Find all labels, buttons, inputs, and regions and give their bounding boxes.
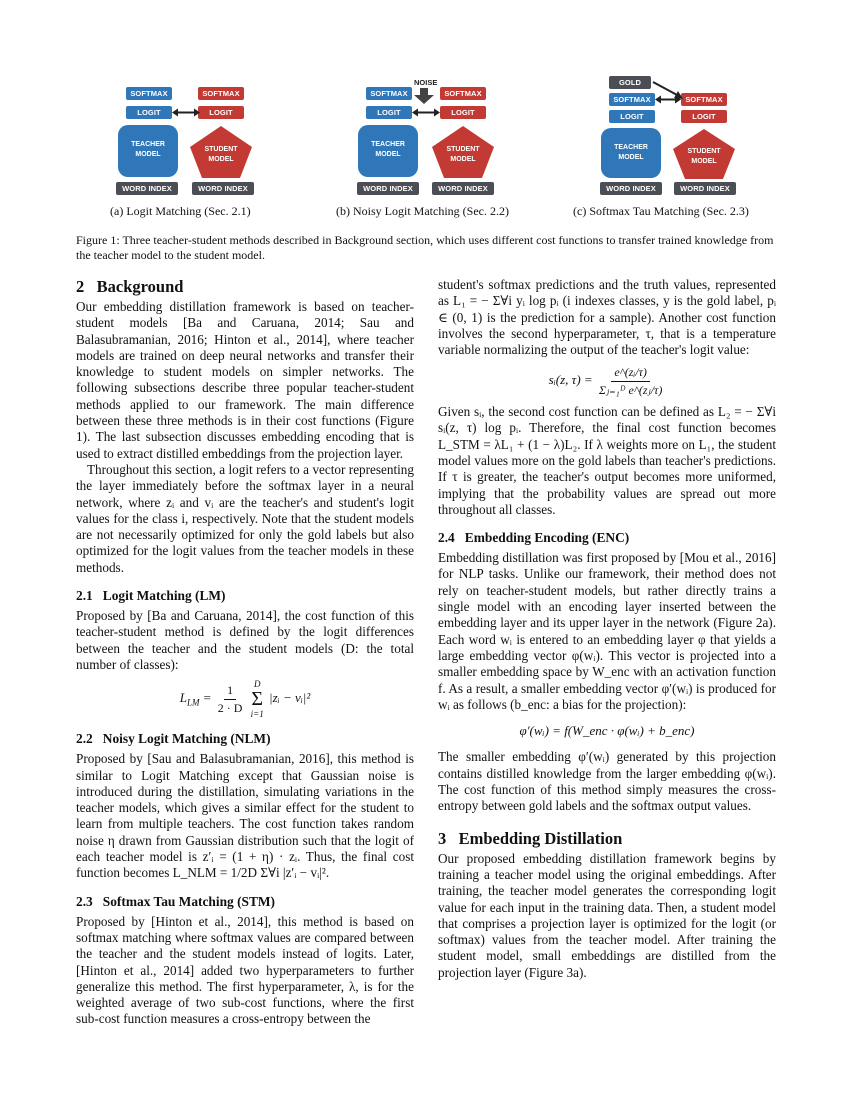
teacher-model-label: TEACHER MODEL: [614, 144, 648, 161]
right-column: [438, 277, 776, 981]
student-word-index-box: WORD INDEX: [432, 182, 494, 195]
student-word-index-box: WORD INDEX: [192, 182, 254, 195]
student-model-label: STUDENT MODEL: [204, 146, 238, 163]
teacher-logit-box: LOGIT: [366, 106, 412, 119]
student-word-index-box: WORD INDEX: [674, 182, 736, 195]
student-model-label: STUDENT MODEL: [446, 146, 480, 163]
figure-caption: Figure 1: Three teacher-student methods described in Background section, which uses different cost functions to transfer trained knowledge from the teacher model to the student model.: [76, 233, 774, 262]
panel-a-caption: (a) Logit Matching (Sec. 2.1): [110, 204, 251, 218]
student-softmax-box: SOFTMAX: [440, 87, 486, 100]
section-2-paragraph-2: Throughout this section, a logit refers to a vector representing the layer immediately before the softmax layer in a neural network, where zᵢ and vᵢ are the teacher's and student's logit values for the class i, respectively. Note that the student models are not necessarily optimized for only the gold labels but also optimized for the logit values from the teacher models in these methods.: [76, 461, 414, 575]
student-softmax-box: SOFTMAX: [198, 87, 244, 100]
section-2-3-heading: 2.3 Softmax Tau Matching (STM): [76, 893, 276, 909]
student-softmax-box: SOFTMAX: [681, 93, 727, 106]
section-2-4-heading: 2.4 Embedding Encoding (ENC): [438, 530, 630, 546]
student-model-label: STUDENT MODEL: [687, 148, 721, 165]
section-2-2-paragraph: Proposed by [Sau and Balasubramanian, 2016], this method is similar to Logit Matching except that Gaussian noise is introduced during the distillation, simulating variations in the teacher models, which gives a similar effect for the student to learn from multiple teachers. The cost function takes random noise η drawn from Gaussian distribution such that the logit of each teacher model is z′ᵢ = (1 + η) · zᵢ. Thus, the final cost function becomes L_NLM = 1/2D Σ∀i |z′ᵢ − vᵢ|².: [76, 751, 414, 881]
equation-softmax-tau: sᵢ(z, τ) = $\frac{\text{e\textasciicircum{}(zᵢ/τ)}}{\text{Σⱼ₌₁ᴰ e\textasciicircum{}(zⱼ/τ)}}$: [548, 365, 663, 397]
student-logit-box: LOGIT: [198, 106, 244, 119]
teacher-logit-box: LOGIT: [126, 106, 172, 119]
section-2-1-heading: 2.1 Logit Matching (LM): [76, 588, 226, 604]
section-3-paragraph: Our proposed embedding distillation framework begins by training a teacher model using the original embeddings. After training, the teacher model generates the corresponding logit value for each input in the training data. Then, a student model that comprises a projection layer is optimized for the logit (or softmax) values from the teacher model. After training the student model, small embeddings are distilled from the projection layer (Figure 3a).: [438, 850, 776, 980]
teacher-softmax-box: SOFTMAX: [126, 87, 172, 100]
teacher-softmax-box: SOFTMAX: [609, 93, 655, 106]
teacher-word-index-box: WORD INDEX: [116, 182, 178, 195]
section-2-heading: 2 Background: [76, 277, 184, 296]
teacher-model-label: TEACHER MODEL: [131, 141, 165, 158]
double-arrow-icon: [172, 106, 200, 119]
section-2-4-paragraph-1: Embedding distillation was first proposed by [Mou et al., 2016] for NLP tasks. Unlike our framework, their method does not rely on teacher-student models, but rather directly trains a single model with an encoding layer inserted between the embedding layer and its upper layer in the network (Figure 2a). Each word wᵢ is entered to an embedding layer φ that yields a large embedding vector φ(wᵢ). This vector is projected into a smaller embedding space by W_enc with an activation function f. As a result, a smaller embedding vector φ′(wᵢ) is produced for wᵢ as follows (b_enc: a bias for the projection):: [438, 550, 776, 712]
panel-c-caption: (c) Softmax Tau Matching (Sec. 2.3): [573, 204, 749, 218]
section-2-4-paragraph-2: The smaller embedding φ′(wᵢ) generated by this projection contains distilled knowledge from the larger embedding φ(wᵢ). The cost function of this method simply measures the cross-entropy between gold labels and the softmax output values.: [438, 749, 776, 814]
section-2-1-paragraph: Proposed by [Ba and Caruana, 2014], the cost function of this teacher-student method is defined by the logit differences between the teacher and the student models (D: the total number of classes):: [76, 608, 414, 672]
teacher-softmax-box: SOFTMAX: [366, 87, 412, 100]
section-2-3-paragraph-3: Given sᵢ, the second cost function can be defined as L₂ = − Σ∀i sᵢ(z, τ) log pᵢ. Therefore, the final cost function becomes L_STM = λL₁ + (1 − λ)L₂. If λ weights more on L₁, the student model values more on the gold labels than teacher's predictions. If τ is greater, the teacher's output becomes more uniformed, implying that the probability values are spread out more throughout all classes.: [438, 404, 776, 517]
panel-b-caption: (b) Noisy Logit Matching (Sec. 2.2): [336, 204, 509, 218]
left-column: [76, 277, 414, 1028]
teacher-word-index-box: WORD INDEX: [357, 182, 419, 195]
section-3-heading: 3 Embedding Distillation: [438, 828, 623, 848]
double-arrow-icon: [412, 106, 440, 119]
section-2-paragraph-1: Our embedding distillation framework is based on teacher-student models [Ba and Caruana, 2014; Sau and Balasubramanian, 2016; Hinton et al., 2014], where teacher models are trained on deep neural networks and transfer their knowledge to student models on simpler networks. The following subsections describe three popular teacher-student methods applied to our framework. The main difference between these three methods is in their cost functions (Figure 1). The last subsection discusses embedding encoding that is used to extract distilled embeddings from the projection layer.: [76, 299, 414, 461]
student-logit-box: LOGIT: [681, 110, 727, 123]
section-2-3-paragraph-1: Proposed by [Hinton et al., 2014], this method is based on softmax matching where softmax values are compared between the teacher and the student models instead of logits. Later, [Hinton et al., 2014] added two hyperparameters to further generalize this method. The first hyperparameter, λ, is for the weighted average of two sub-cost functions, where the first sub-cost function measures a cross-entropy between the: [76, 913, 414, 1027]
equation-logit-matching: $L_{LM}$ = $\frac{1}{2 \cdot D}$ D Σ i=1 |zᵢ − vᵢ|²: [179, 679, 311, 720]
section-2-2-heading: 2.2 Noisy Logit Matching (NLM): [76, 731, 271, 747]
double-arrow-icon: [655, 93, 681, 106]
teacher-logit-box: LOGIT: [609, 110, 655, 123]
teacher-model-label: TEACHER MODEL: [371, 141, 405, 158]
gold-box: GOLD: [609, 76, 651, 89]
student-logit-box: LOGIT: [440, 106, 486, 119]
equation-embedding-encoding: φ′(wᵢ) = f(W_enc · φ(wᵢ) + b_enc): [519, 723, 695, 739]
section-2-3-paragraph-2: student's softmax predictions and the truth values, represented as L₁ = − Σ∀i yᵢ log pᵢ (i indexes classes, y is the gold label, pᵢ ∈ (0, 1) is the prediction for a sample). Another cost function involves the second hyperparameter, τ, that is a temperature variable normalizing the output of the teacher's logit value:: [438, 277, 776, 358]
teacher-word-index-box: WORD INDEX: [600, 182, 662, 195]
noise-arrow-icon: [414, 88, 434, 104]
noise-label: NOISE: [414, 78, 438, 87]
